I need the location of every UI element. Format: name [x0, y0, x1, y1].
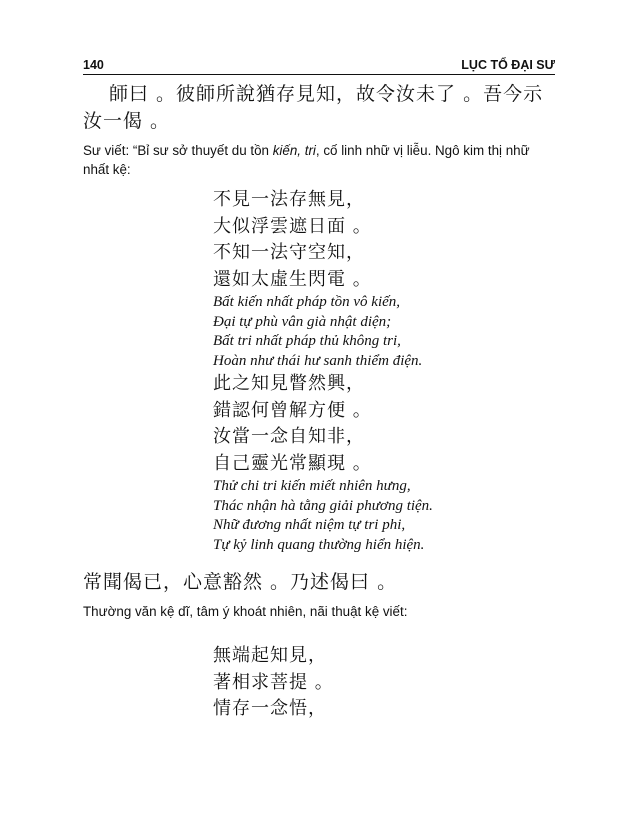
verse-han-line: 還如太虛生閃電 。 — [213, 268, 372, 290]
verse-han-line: 汝當一念自知非， — [213, 426, 365, 447]
verse-vn-line: Bất kiến nhất pháp tồn vô kiến, — [213, 294, 401, 310]
verse-han-line: 情存一念悟， — [213, 698, 327, 719]
verse-vn-line: Tự kỷ linh quang thường hiển hiện. — [213, 536, 425, 553]
verse-han-line: 自己靈光常顯現 。 — [213, 452, 372, 474]
verse-block-1 — [213, 187, 555, 555]
verse-vn-line: Bất tri nhất pháp thủ không tri, — [213, 333, 401, 349]
verse-han-line: 不知一法守空知， — [213, 242, 365, 263]
intro-vn-before: Sư viết: “Bỉ sư sở thuyết du tồn — [83, 143, 273, 158]
verse-han-line: 不見一法存無見， — [213, 189, 365, 210]
intro-chinese-paragraph — [83, 81, 555, 135]
verse-vn-line: Thử chi tri kiến miết nhiên hưng, — [213, 478, 411, 494]
verse-han-line: 著相求菩提 。 — [213, 671, 334, 693]
page — [83, 58, 555, 723]
book-title: LỤC TỔ ĐẠI SƯ — [461, 58, 555, 72]
verse-block-3 — [213, 643, 555, 723]
page-number: 140 — [83, 58, 104, 72]
closing-chinese-paragraph — [83, 569, 555, 596]
intro-vietnamese-paragraph — [83, 141, 555, 179]
closing-vietnamese-paragraph: Thường văn kệ dĩ, tâm ý khoát nhiên, nãi thuật kệ viết: — [83, 604, 408, 619]
verse-han-line: 大似浮雲遮日面 。 — [213, 215, 372, 237]
running-header — [83, 58, 555, 75]
verse-vn-line: Đại tự phù vân già nhật diện; — [213, 313, 392, 330]
verse-han-line: 錯認何曾解方便 。 — [213, 399, 372, 421]
closing-chinese-text: 常聞偈已，心意豁然 。乃述偈曰 。 — [83, 571, 398, 593]
intro-vn-italic: kiến, tri — [272, 143, 316, 158]
verse-vn-line: Nhữ đương nhất niệm tự tri phi, — [213, 517, 406, 533]
verse-vn-line: Thác nhận hà tằng giải phương tiện. — [213, 497, 433, 514]
verse-vn-line: Hoàn như thái hư sanh thiểm điện. — [213, 352, 423, 369]
verse-han-line: 此之知見瞥然興， — [213, 373, 365, 394]
intro-vn-after: , cố linh nhữ vị liễu. Ngô kim thị nhữ nhất kệ: — [83, 143, 530, 177]
verse-han-line: 無端起知見， — [213, 645, 327, 666]
intro-chinese-text: 師曰 。彼師所說猶存見知，故令汝未了 。吾今示汝一偈 。 — [83, 83, 544, 132]
